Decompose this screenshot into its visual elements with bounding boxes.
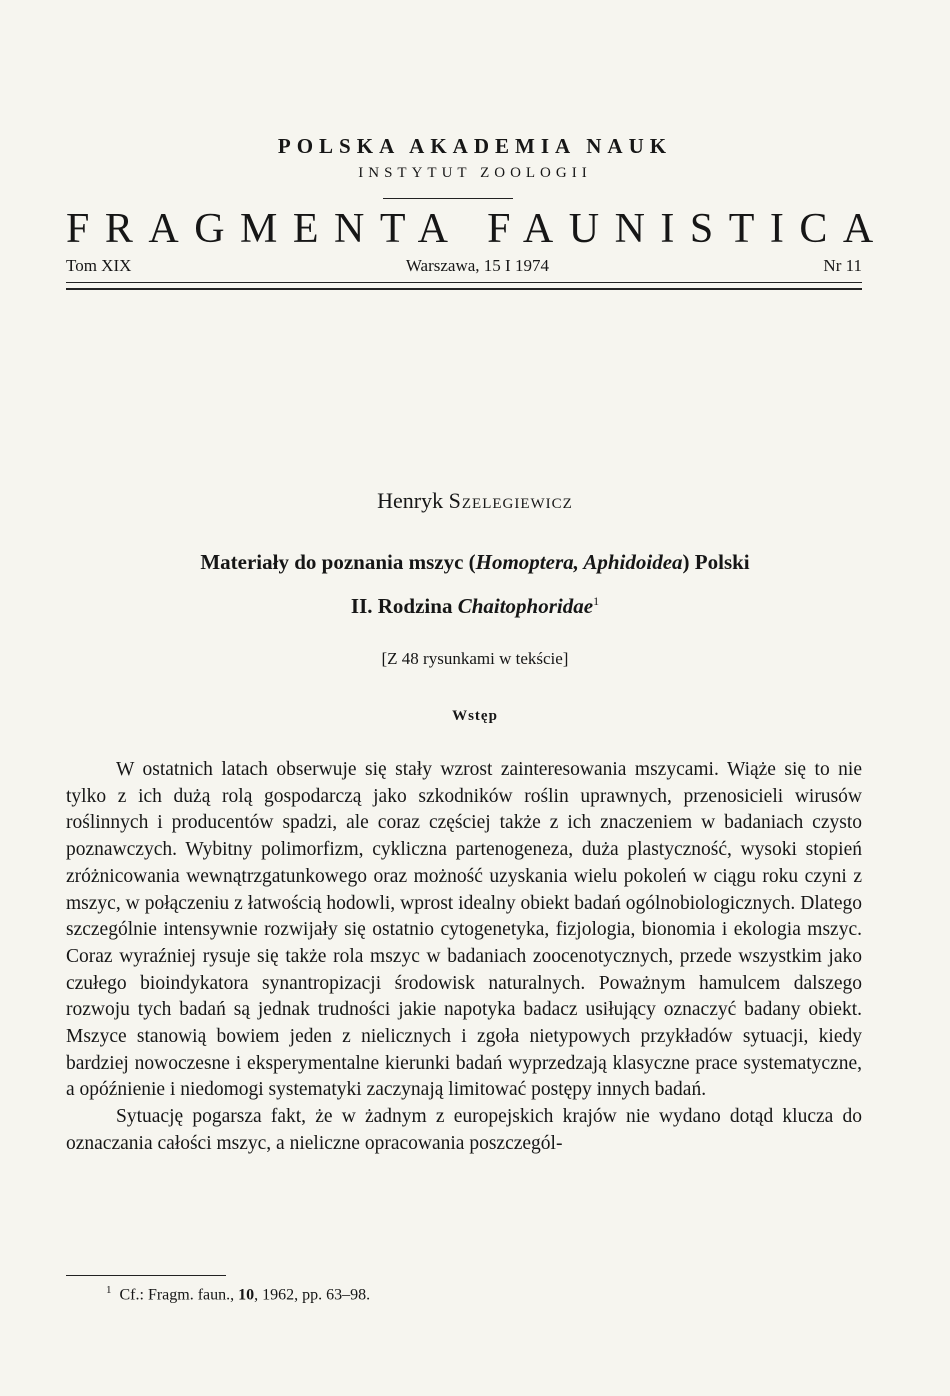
academy-name: POLSKA AKADEMIA NAUK [277, 134, 673, 158]
figures-note: [Z 48 rysunkami w tekście] [381, 649, 569, 668]
article-subtitle [0, 594, 950, 619]
paragraph: W ostatnich latach obserwuje się stały wzrost zainteresowania mszycami. Wiąże się to nie tylko z ich dużą rolą gospodarczą jako szkodników roślin uprawnych, przenosicieli wirusów roślinnych i producentów spadzi, ale coraz częściej także z ich znaczeniem w badaniach czysto poznawczych. Wybitny polimorfizm, cykliczna partenogeneza, duża plastyczność, wysoki stopień zróżnicowania wewnątrzgatunkowego oraz możność uzyskania wielu pokoleń w ciągu roku czyni z mszyc, w połączeniu z łatwością hodowli, wprost idealny obiekt badań ogólnobiologicznych. Dlatego szczególnie intensywnie rozwijały się ostatnio cytogenetyka, fizjologia, bionomia i ekologia mszyc. Coraz wyraźniej rysuje się także rola mszyc w badaniach zoocenotycznych, przede wszystkim jako czułego bioindykatora synantropizacji środowisk naturalnych. Poważnym hamulcem dalszego rozwoju tych badań są jednak trudności jakie napotyka badacz usiłujący oznaczyć badany obiekt. Mszyce stanowią bowiem jeden z nielicznych i zgoła nietypowych przykładów sytuacji, kiedy bardziej nowoczesne i eksperymentalne kierunki badań wyprzedzają klasyczne prace systematyczne, a opóźnienie i niedomogi systematyki zaczynają limitować postępy innych badań. [66, 759, 862, 1101]
journal-title: FRAGMENTA FAUNISTICA [66, 206, 889, 252]
footnote-divider [66, 1275, 226, 1276]
footnote-mark: 1 [106, 1284, 112, 1296]
issue-number: Nr 11 [823, 256, 862, 275]
footnote-text: Cf.: Fragm. faun., [119, 1286, 239, 1304]
author-surname: Szelegiewicz [448, 488, 573, 513]
footnote-volume: 10 [238, 1286, 255, 1304]
header-divider [383, 198, 513, 199]
volume-label: Tom XIX [66, 256, 132, 275]
paragraph: Sytuację pogarsza fakt, że w żadnym z europejskich krajów nie wydano dotąd klucza do oznaczania całości mszyc, a nieliczne opracowania poszczegól- [66, 1106, 862, 1154]
footnote-pages: , 1962, pp. 63–98. [254, 1286, 371, 1304]
footnote-reference: 1 [593, 594, 600, 608]
author-first-name: Henryk [377, 488, 444, 513]
article-body [66, 757, 862, 1158]
subtitle-part-a: II. Rodzina [350, 594, 458, 618]
title-part-a: Materiały do poznania mszyc ( [200, 550, 476, 574]
author-name [0, 488, 950, 514]
title-part-b: ) Polski [682, 550, 750, 574]
place-date: Warszawa, 15 I 1974 [405, 256, 549, 275]
article-title [0, 550, 950, 575]
header-double-rule [66, 282, 862, 290]
title-taxa: Homoptera, Aphidoidea [475, 550, 683, 574]
section-heading: Wstęp [452, 708, 498, 724]
footnote [106, 1284, 370, 1304]
subtitle-taxon: Chaitophoridae [457, 594, 594, 618]
institute-name: INSTYTUT ZOOLOGII [358, 165, 592, 181]
issue-info-row [66, 256, 862, 276]
